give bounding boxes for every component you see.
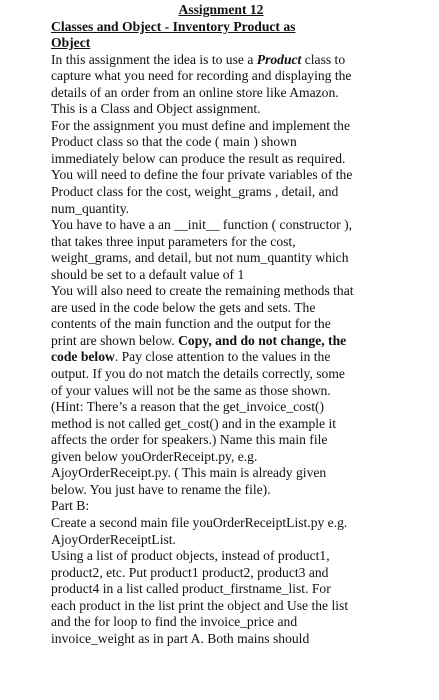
- document-heading: [51, 19, 421, 52]
- heading-line-2: Object: [51, 35, 91, 51]
- copy-warning-bold: Copy, and do not change, the: [178, 332, 347, 348]
- part-b-list-line-3: product4 in a list called product_firstname_list. For: [51, 581, 331, 597]
- intro-line-2: capture what you need for recording and displaying the: [51, 68, 352, 84]
- methods-line-5-post: . Pay close attention to the values in the: [114, 349, 331, 365]
- constructor-line-4: should be set to a default value of 1: [51, 266, 245, 282]
- requirements-line-4: You will need to define the four private variables of the: [51, 167, 353, 183]
- methods-line-4-pre: print are shown below.: [51, 332, 179, 348]
- methods-line-6: output. If you do not match the details correctly, some: [51, 366, 345, 382]
- heading-line-1: Classes and Object - Inventory Product as: [51, 18, 296, 34]
- intro-line-1-post: class to: [301, 51, 346, 67]
- part-b-create-paragraph: [51, 515, 421, 548]
- methods-line-12: AjoyOrderReceipt.py. ( This main is already given: [51, 465, 327, 481]
- constructor-line-1: You have to have a an __init__ function ( constructor ),: [51, 217, 353, 233]
- methods-line-9: method is not called get_cost() and in the example it: [51, 415, 337, 431]
- methods-line-5: [51, 349, 421, 366]
- code-below-bold: code below: [51, 349, 115, 365]
- intro-line-1: [51, 52, 421, 69]
- constructor-paragraph: [51, 217, 421, 283]
- methods-line-7: of your values will not be the same as those shown.: [51, 382, 331, 398]
- intro-paragraph: [51, 52, 421, 118]
- requirements-line-6: num_quantity.: [51, 200, 130, 216]
- requirements-line-2: Product class so that the code ( main ) shown: [51, 134, 297, 150]
- methods-line-8: (Hint: There’s a reason that the get_invoice_cost(): [51, 399, 325, 415]
- product-emphasis: Product: [256, 51, 302, 67]
- methods-line-3: contents of the main function and the output for the: [51, 316, 331, 332]
- constructor-line-2: that takes three input parameters for the cost,: [51, 233, 296, 249]
- methods-line-2: are used in the code below the gets and sets. The: [51, 299, 316, 315]
- intro-line-4: This is a Class and Object assignment.: [51, 101, 261, 117]
- part-b-create-line-2: AjoyOrderReceiptList.: [51, 531, 176, 547]
- intro-line-1-pre: In this assignment the idea is to use a: [51, 51, 257, 67]
- methods-line-4: [51, 333, 421, 350]
- part-b-list-paragraph: [51, 548, 421, 647]
- methods-line-13: below. You just have to rename the file).: [51, 481, 271, 497]
- part-b-label: Part B:: [51, 498, 90, 514]
- requirements-paragraph: [51, 118, 421, 217]
- part-b-list-line-5: and the for loop to find the invoice_price and: [51, 614, 298, 630]
- document-title: Assignment 12: [178, 2, 264, 17]
- document-page: [51, 2, 421, 647]
- requirements-line-1: For the assignment you must define and implement the: [51, 117, 351, 133]
- intro-line-3: details of an order from an online store like Amazon.: [51, 84, 339, 100]
- part-b-create-line-1: Create a second main file youOrderReceiptList.py e.g.: [51, 514, 348, 530]
- methods-line-11: given below youOrderReceipt.py, e.g.: [51, 448, 258, 464]
- part-b-list-line-6: invoice_weight as in part A. Both mains should: [51, 630, 310, 646]
- requirements-line-3: immediately below can produce the result as required.: [51, 150, 346, 166]
- part-b-list-line-1: Using a list of product objects, instead of product1,: [51, 548, 330, 564]
- requirements-line-5: Product class for the cost, weight_grams , detail, and: [51, 184, 339, 200]
- methods-paragraph: [51, 283, 421, 498]
- part-b-list-line-4: each product in the list print the object and Use the list: [51, 597, 349, 613]
- methods-line-1: You will also need to create the remaining methods that: [51, 283, 354, 299]
- part-b-list-line-2: product2, etc. Put product1 product2, product3 and: [51, 564, 329, 580]
- constructor-line-3: weight_grams, and detail, but not num_quantity which: [51, 250, 349, 266]
- methods-line-10: affects the order for speakers.) Name this main file: [51, 432, 328, 448]
